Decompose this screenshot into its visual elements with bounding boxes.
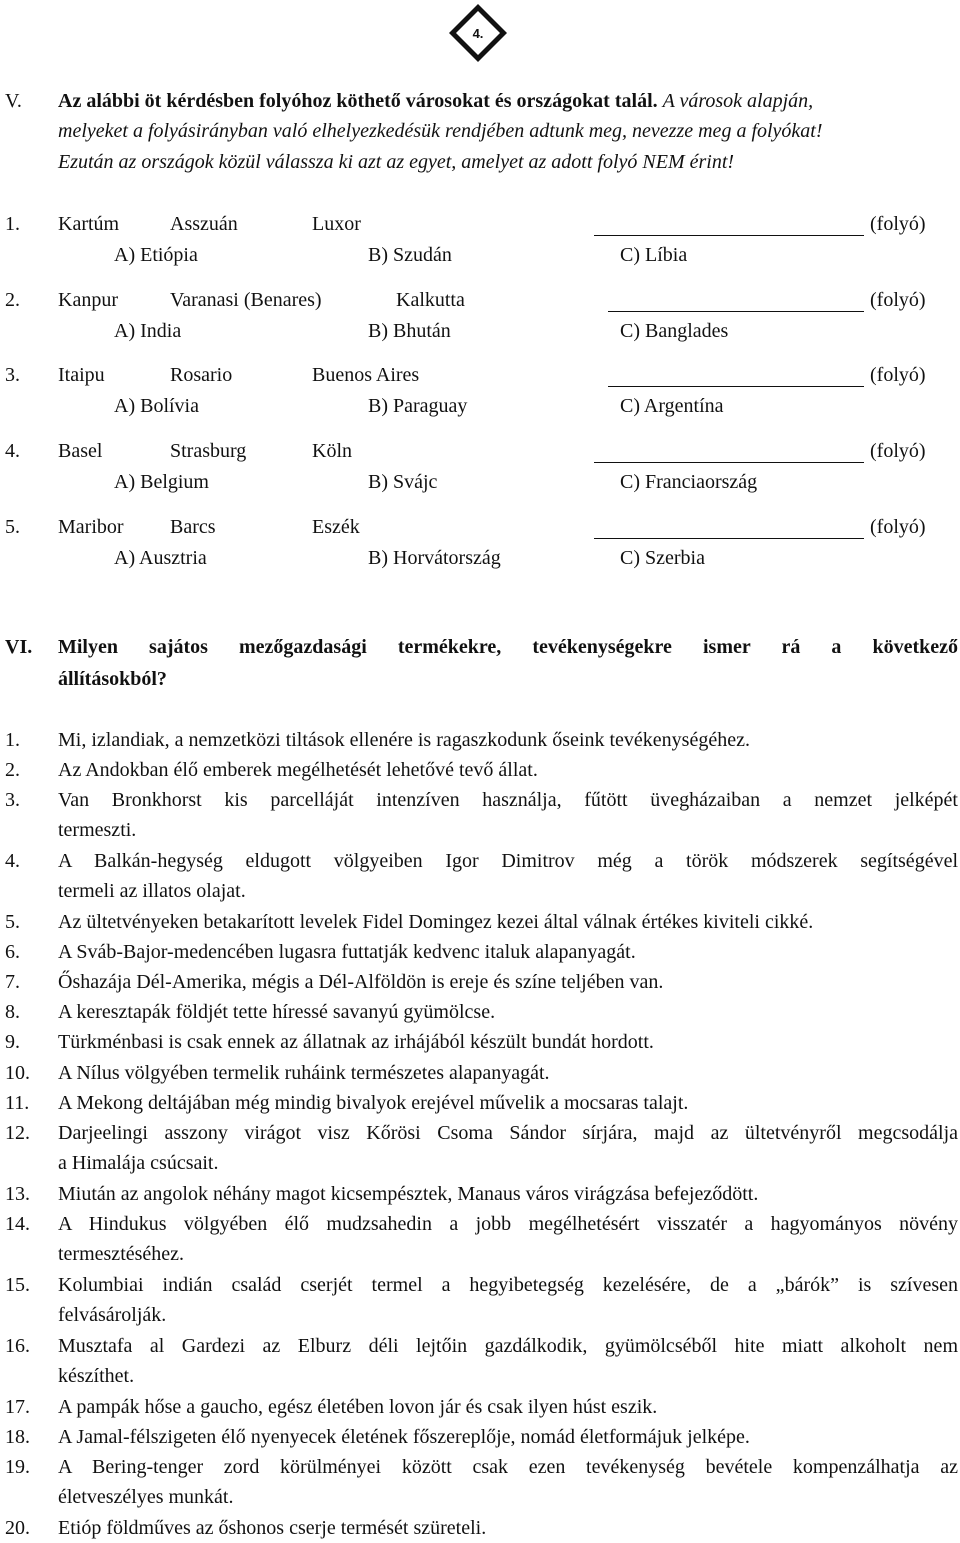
city-name: Eszék <box>312 516 360 538</box>
country-option: B) Szudán <box>368 244 452 266</box>
city-name: Itaipu <box>58 364 105 386</box>
city-name: Köln <box>312 440 352 462</box>
section-v-instruction-line1 <box>58 90 958 113</box>
country-option: C) Szerbia <box>620 547 705 569</box>
country-option: B) Svájc <box>368 471 438 493</box>
statement-text: A pampák hőse a gaucho, egész életében lovon jár és csak ilyen húst eszik. <box>58 1396 658 1418</box>
section-v-instruction-line3: Ezután az országok közül válassza ki azt az egyet, amelyet az adott folyó NEM érint! <box>58 151 735 173</box>
statement-number: 10. <box>5 1062 30 1084</box>
statement-text: életveszélyes munkát. <box>58 1486 234 1508</box>
city-name: Varanasi (Benares) <box>170 289 322 311</box>
statement-number: 6. <box>5 941 20 963</box>
statement-number: 16. <box>5 1335 30 1357</box>
statement-number: 4. <box>5 850 20 872</box>
river-answer-field[interactable] <box>594 538 864 539</box>
country-option: A) Etiópia <box>114 244 198 266</box>
statement-text: Etióp földműves az őshonos cserje termését szüreteli. <box>58 1517 487 1539</box>
country-option: B) Horvátország <box>368 547 501 569</box>
city-name: Asszuán <box>170 213 238 235</box>
country-option: A) Ausztria <box>114 547 207 569</box>
statement-number: 15. <box>5 1274 30 1296</box>
section-vi-question-line1: Milyen sajátos mezőgazdasági termékekre, tevékenységekre ismer rá a következő <box>58 636 958 658</box>
city-name: Maribor <box>58 516 124 538</box>
statement-text: termeszti. <box>58 819 137 841</box>
statement-number: 20. <box>5 1517 30 1539</box>
statement-text: Van Bronkhorst kis parcelláját intenzíven használja, fűtött üvegházaiban a nemzet jelképét <box>58 789 958 811</box>
statement-text: Miután az angolok néhány magot kicsempésztek, Manaus város virágzása befejeződött. <box>58 1183 759 1205</box>
question-number: 1. <box>5 213 20 235</box>
statement-text: A Bering-tenger zord körülményei között csak ezen tevékenység bevétele kompenzálhatja az <box>58 1456 958 1478</box>
section-v-instruction-italic: A városok alapján, <box>662 90 814 112</box>
page-number: 4. <box>472 26 484 41</box>
country-option: C) Argentína <box>620 395 724 417</box>
city-name: Buenos Aires <box>312 364 420 386</box>
statement-text: Mi, izlandiak, a nemzetközi tiltások ellenére is ragaszkodunk őseink tevékenységéhez. <box>58 729 750 751</box>
river-answer-field[interactable] <box>608 311 864 312</box>
city-name: Kanpur <box>58 289 118 311</box>
statement-text: A Balkán-hegység eldugott völgyeiben Igor Dimitrov még a török módszerek segítségével <box>58 850 958 872</box>
city-name: Barcs <box>170 516 216 538</box>
river-suffix-label: (folyó) <box>870 364 926 386</box>
statement-text: Az Andokban élő emberek megélhetését lehetővé tevő állat. <box>58 759 538 781</box>
river-suffix-label: (folyó) <box>870 516 926 538</box>
section-v-instruction-bold: Az alábbi öt kérdésben folyóhoz köthető városokat és országokat talál. <box>58 90 658 112</box>
statement-text: A Sváb-Bajor-medencében lugasra futtatják kedvenc italuk alapanyagát. <box>58 941 636 963</box>
question-number: 3. <box>5 364 20 386</box>
country-option: A) Belgium <box>114 471 209 493</box>
statement-number: 1. <box>5 729 20 751</box>
city-name: Kalkutta <box>396 289 465 311</box>
city-name: Kartúm <box>58 213 120 235</box>
country-option: C) Banglades <box>620 320 729 342</box>
city-name: Strasburg <box>170 440 247 462</box>
statement-text: A Nílus völgyében termelik ruháink természetes alapanyagát. <box>58 1062 550 1084</box>
country-option: A) India <box>114 320 182 342</box>
statement-number: 2. <box>5 759 20 781</box>
section-v-instruction-line2: melyeket a folyásirányban való elhelyezkedésük rendjében adtunk meg, nevezze meg a folyókat! <box>58 120 823 142</box>
section-v-roman: V. <box>5 90 22 112</box>
statement-text: A keresztapák földjét tette híressé savanyú gyümölcse. <box>58 1001 496 1023</box>
statement-text: Musztafa al Gardezi az Elburz déli lejtőin gazdálkodik, gyümölcséből hite miatt alkoholt nem <box>58 1335 958 1357</box>
question-number: 5. <box>5 516 20 538</box>
statement-text: a Himalája csúcsait. <box>58 1152 219 1174</box>
country-option: B) Paraguay <box>368 395 468 417</box>
section-vi-question-line2: állításokból? <box>58 668 167 690</box>
river-suffix-label: (folyó) <box>870 289 926 311</box>
city-name: Basel <box>58 440 103 462</box>
statement-text: készíthet. <box>58 1365 135 1387</box>
statement-text: termesztéséhez. <box>58 1243 185 1265</box>
country-option: B) Bhután <box>368 320 451 342</box>
city-name: Luxor <box>312 213 361 235</box>
statement-number: 11. <box>5 1092 30 1114</box>
country-option: A) Bolívia <box>114 395 199 417</box>
river-answer-field[interactable] <box>594 235 864 236</box>
statement-number: 18. <box>5 1426 30 1448</box>
statement-number: 14. <box>5 1213 30 1235</box>
statement-number: 12. <box>5 1122 30 1144</box>
statement-text: A Mekong deltájában még mindig bivalyok erejével művelik a mocsaras talajt. <box>58 1092 689 1114</box>
country-option: C) Franciaország <box>620 471 758 493</box>
page-number-badge <box>447 2 509 64</box>
statement-number: 3. <box>5 789 20 811</box>
diamond-badge-icon <box>447 2 509 64</box>
river-answer-field[interactable] <box>594 462 864 463</box>
statement-number: 7. <box>5 971 20 993</box>
statement-text: Őshazája Dél-Amerika, mégis a Dél-Alföldön is ereje és színe teljében van. <box>58 971 664 993</box>
river-suffix-label: (folyó) <box>870 440 926 462</box>
statement-number: 5. <box>5 911 20 933</box>
statement-text: Darjeelingi asszony virágot visz Kőrösi Csoma Sándor sírjára, majd az ültetvényről megcsodálja <box>58 1122 958 1144</box>
statement-text: felvásárolják. <box>58 1304 167 1326</box>
statement-text: A Hindukus völgyében élő mudzsahedin a jobb megélhetésért visszatér a hagyományos növény <box>58 1213 958 1235</box>
statement-text: Az ültetvényeken betakarított levelek Fidel Domingez kezei által válnak értékes kiviteli cikké. <box>58 911 814 933</box>
question-number: 4. <box>5 440 20 462</box>
statement-number: 19. <box>5 1456 30 1478</box>
statement-number: 17. <box>5 1396 30 1418</box>
statement-number: 9. <box>5 1031 20 1053</box>
country-option: C) Líbia <box>620 244 688 266</box>
river-answer-field[interactable] <box>608 386 864 387</box>
statement-text: Türkménbasi is csak ennek az állatnak az irhájából készült bundát hordott. <box>58 1031 654 1053</box>
river-suffix-label: (folyó) <box>870 213 926 235</box>
statement-number: 13. <box>5 1183 30 1205</box>
question-number: 2. <box>5 289 20 311</box>
statement-text: termeli az illatos olajat. <box>58 880 246 902</box>
section-vi-roman: VI. <box>5 636 33 658</box>
city-name: Rosario <box>170 364 233 386</box>
statement-text: A Jamal-félszigeten élő nyenyecek életének főszereplője, nomád életformájuk jelképe. <box>58 1426 750 1448</box>
statement-number: 8. <box>5 1001 20 1023</box>
statement-text: Kolumbiai indián család cserjét termel a hegyibetegség kezelésére, de a „bárók” is szívesen <box>58 1274 958 1296</box>
